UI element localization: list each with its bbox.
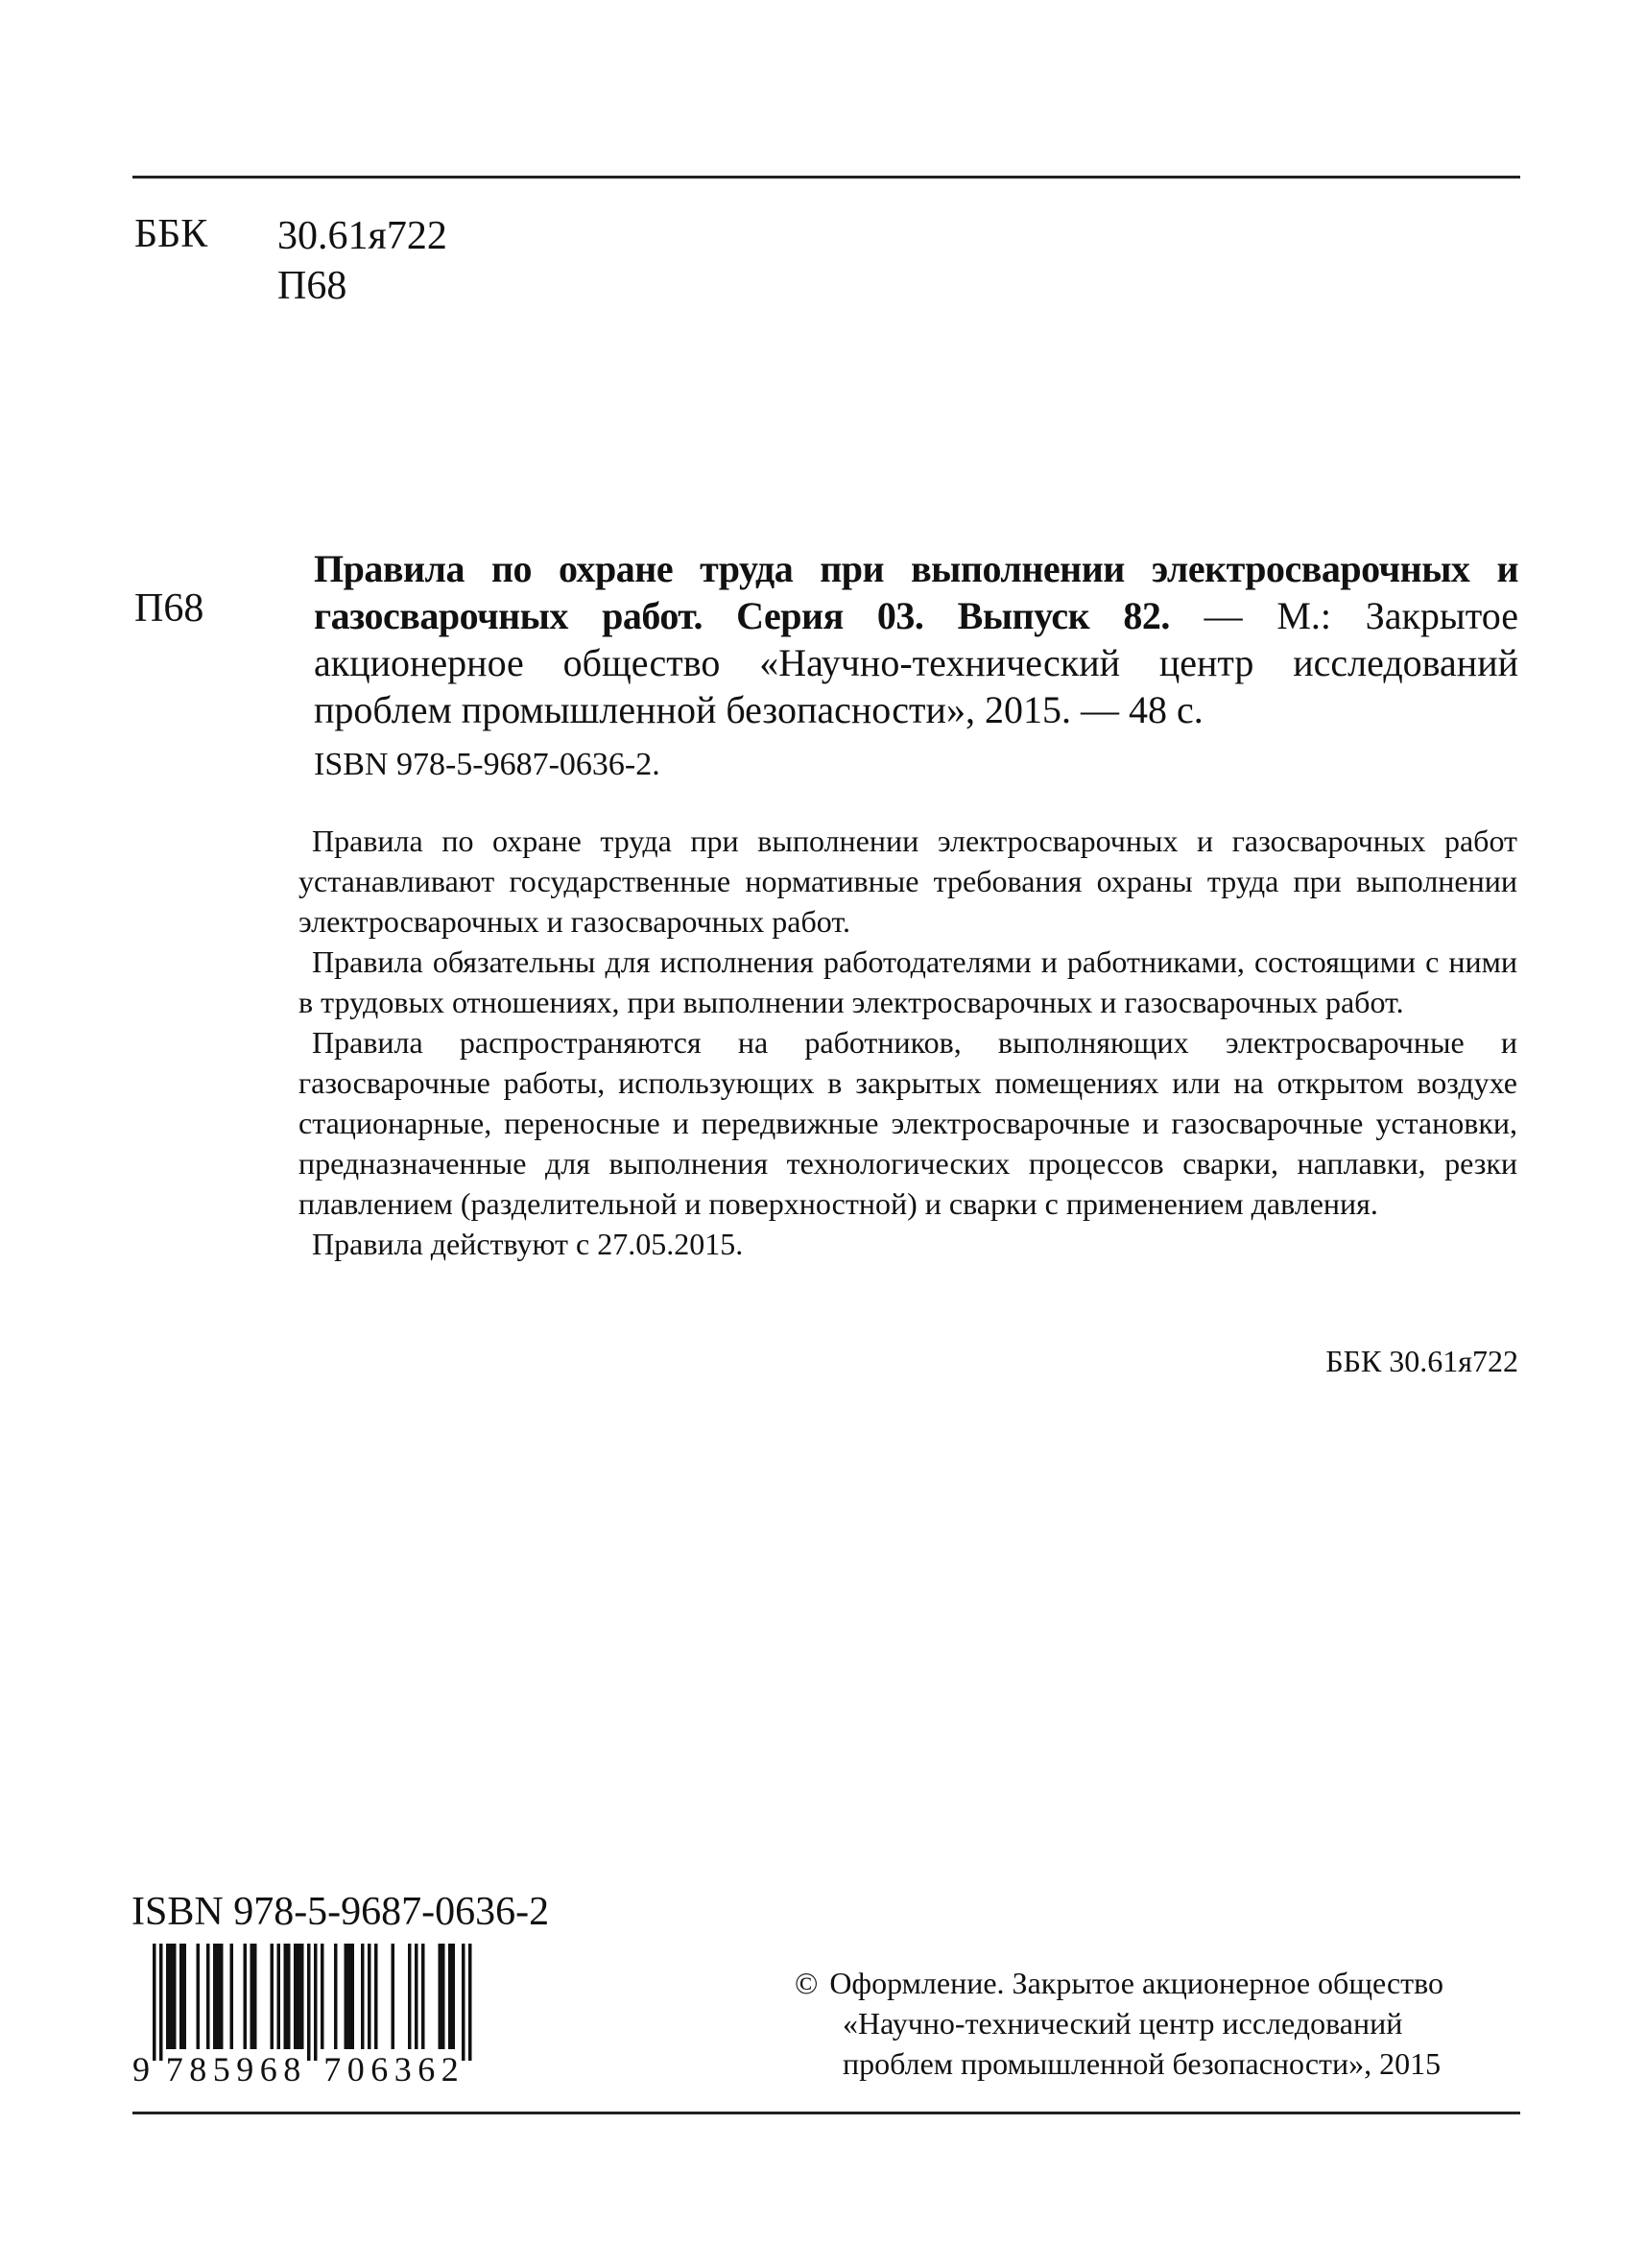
- copyright-line: Оформление. Закрытое акционерное общество: [829, 1966, 1444, 2000]
- barcode-bar: [170, 1944, 174, 2049]
- barcode-bar: [468, 1944, 472, 2061]
- barcode-bar: [217, 1944, 221, 2049]
- barcode-bar: [361, 1944, 365, 2049]
- isbn-barcode: [131, 1944, 535, 2088]
- barcode-bar: [439, 1944, 442, 2049]
- abstract: [298, 821, 1517, 1264]
- barcode-digit: 6: [417, 2050, 436, 2088]
- barcode-bar: [452, 1944, 456, 2049]
- isbn-line: ISBN 978-5-9687-0636-2.: [314, 747, 660, 782]
- barcode-digit: 7: [165, 2050, 183, 2088]
- barcode-bar: [287, 1944, 291, 2049]
- copyright-line: «Научно-технический центр исследований: [843, 2006, 1403, 2041]
- bbk-footer: ББК 30.61я722: [1325, 1344, 1518, 1378]
- bbk-code-block: [277, 211, 447, 311]
- copyright-block: [795, 1963, 1516, 2084]
- barcode-bar: [183, 1944, 187, 2049]
- barcode-digit: 9: [132, 2050, 150, 2088]
- barcode-bar: [392, 1944, 395, 2049]
- barcode-bar: [213, 1944, 217, 2049]
- barcode-bar: [334, 1944, 338, 2049]
- author-sign: П68: [277, 264, 347, 308]
- barcode-bar: [197, 1944, 201, 2049]
- barcode-bar: [271, 1944, 274, 2049]
- barcode-digit: 6: [370, 2050, 389, 2088]
- top-rule: [132, 176, 1520, 179]
- barcode-bar: [166, 1944, 170, 2049]
- barcode-bar: [368, 1944, 371, 2049]
- abstract-paragraph: Правила распространяются на работников, выполняющих электросварочные и газосварочные работы, использующих в закрытых помещениях или на открытом воздухе стационарные, переносные и передвижные электросварочные и газосварочные установки, предназначенные для выполнения технологических процессов сварки, наплавки, резки плавлением (разделительной и поверхностной) и сварки с применением давления.: [298, 1025, 1517, 1221]
- barcode-digit: 6: [259, 2050, 277, 2088]
- bibliographic-description: [314, 545, 1518, 733]
- barcode-bar: [253, 1944, 257, 2049]
- barcode-bar: [277, 1944, 281, 2049]
- author-mark: П68: [134, 586, 204, 631]
- barcode-bar: [374, 1944, 378, 2049]
- barcode-bar: [321, 1944, 324, 2049]
- barcode-bar: [441, 1944, 445, 2049]
- barcode-bar: [421, 1944, 425, 2049]
- bbk-label: ББК: [134, 212, 208, 256]
- abstract-paragraph: Правила обязательны для исполнения работодателями и работниками, состоящими с ними в трудовых отношениях, при выполнении электросварочных и газосварочных работ.: [298, 944, 1517, 1019]
- barcode-bar: [159, 1944, 163, 2061]
- barcode-bar: [284, 1944, 288, 2049]
- barcode-bar: [244, 1944, 248, 2049]
- abstract-paragraph: Правила действуют с 27.05.2015.: [312, 1227, 744, 1261]
- imprint: — М.: Закрытое акционерное общество «Научно-технический центр исследований проблем промышленной безопасности», 2015. — 48 с.: [314, 594, 1518, 731]
- barcode-bar: [173, 1944, 177, 2049]
- barcode-digit: 9: [236, 2050, 254, 2088]
- barcode-bar: [462, 1944, 465, 2061]
- barcode-bar: [415, 1944, 418, 2049]
- barcode-bar: [153, 1944, 156, 2061]
- barcode-bar: [294, 1944, 298, 2049]
- bottom-rule: [132, 2112, 1520, 2114]
- barcode-digit: 2: [441, 2050, 459, 2088]
- bbk-code: 30.61я722: [277, 214, 447, 258]
- document-title: Правила по охране труда при выполнении электросварочных и газосварочных работ. Серия 03. Выпуск 82.: [314, 547, 1518, 637]
- barcode-bar: [307, 1944, 311, 2061]
- barcode-bar: [230, 1944, 234, 2049]
- barcode-isbn-text: ISBN 978-5-9687-0636-2: [131, 1890, 550, 1934]
- barcode-digit: 8: [283, 2050, 301, 2088]
- barcode-bar: [345, 1944, 348, 2049]
- barcode-bar: [300, 1944, 304, 2049]
- copyright-line: проблем промышленной безопасности», 2015: [843, 2046, 1442, 2081]
- barcode-digit: 5: [212, 2050, 230, 2088]
- barcode-bar: [179, 1944, 183, 2049]
- abstract-paragraph: Правила по охране труда при выполнении электросварочных и газосварочных работ устанавливают государственные нормативные требования охраны труда при выполнении электросварочных и газосварочных работ.: [298, 824, 1517, 939]
- barcode-bar: [351, 1944, 355, 2049]
- barcode-digit: 3: [393, 2050, 412, 2088]
- barcode-digit: 7: [323, 2050, 342, 2088]
- barcode-bar: [250, 1944, 254, 2049]
- barcode-bar: [347, 1944, 351, 2049]
- barcode-bar: [314, 1944, 318, 2061]
- barcode-bar: [206, 1944, 210, 2049]
- barcode-bar: [220, 1944, 224, 2049]
- barcode-digit: 8: [189, 2050, 207, 2088]
- barcode-bar: [298, 1944, 301, 2049]
- barcode-digit: 0: [346, 2050, 365, 2088]
- barcode-bar: [408, 1944, 412, 2049]
- copyright-icon: ©: [795, 1966, 819, 2000]
- barcode-bar: [448, 1944, 452, 2049]
